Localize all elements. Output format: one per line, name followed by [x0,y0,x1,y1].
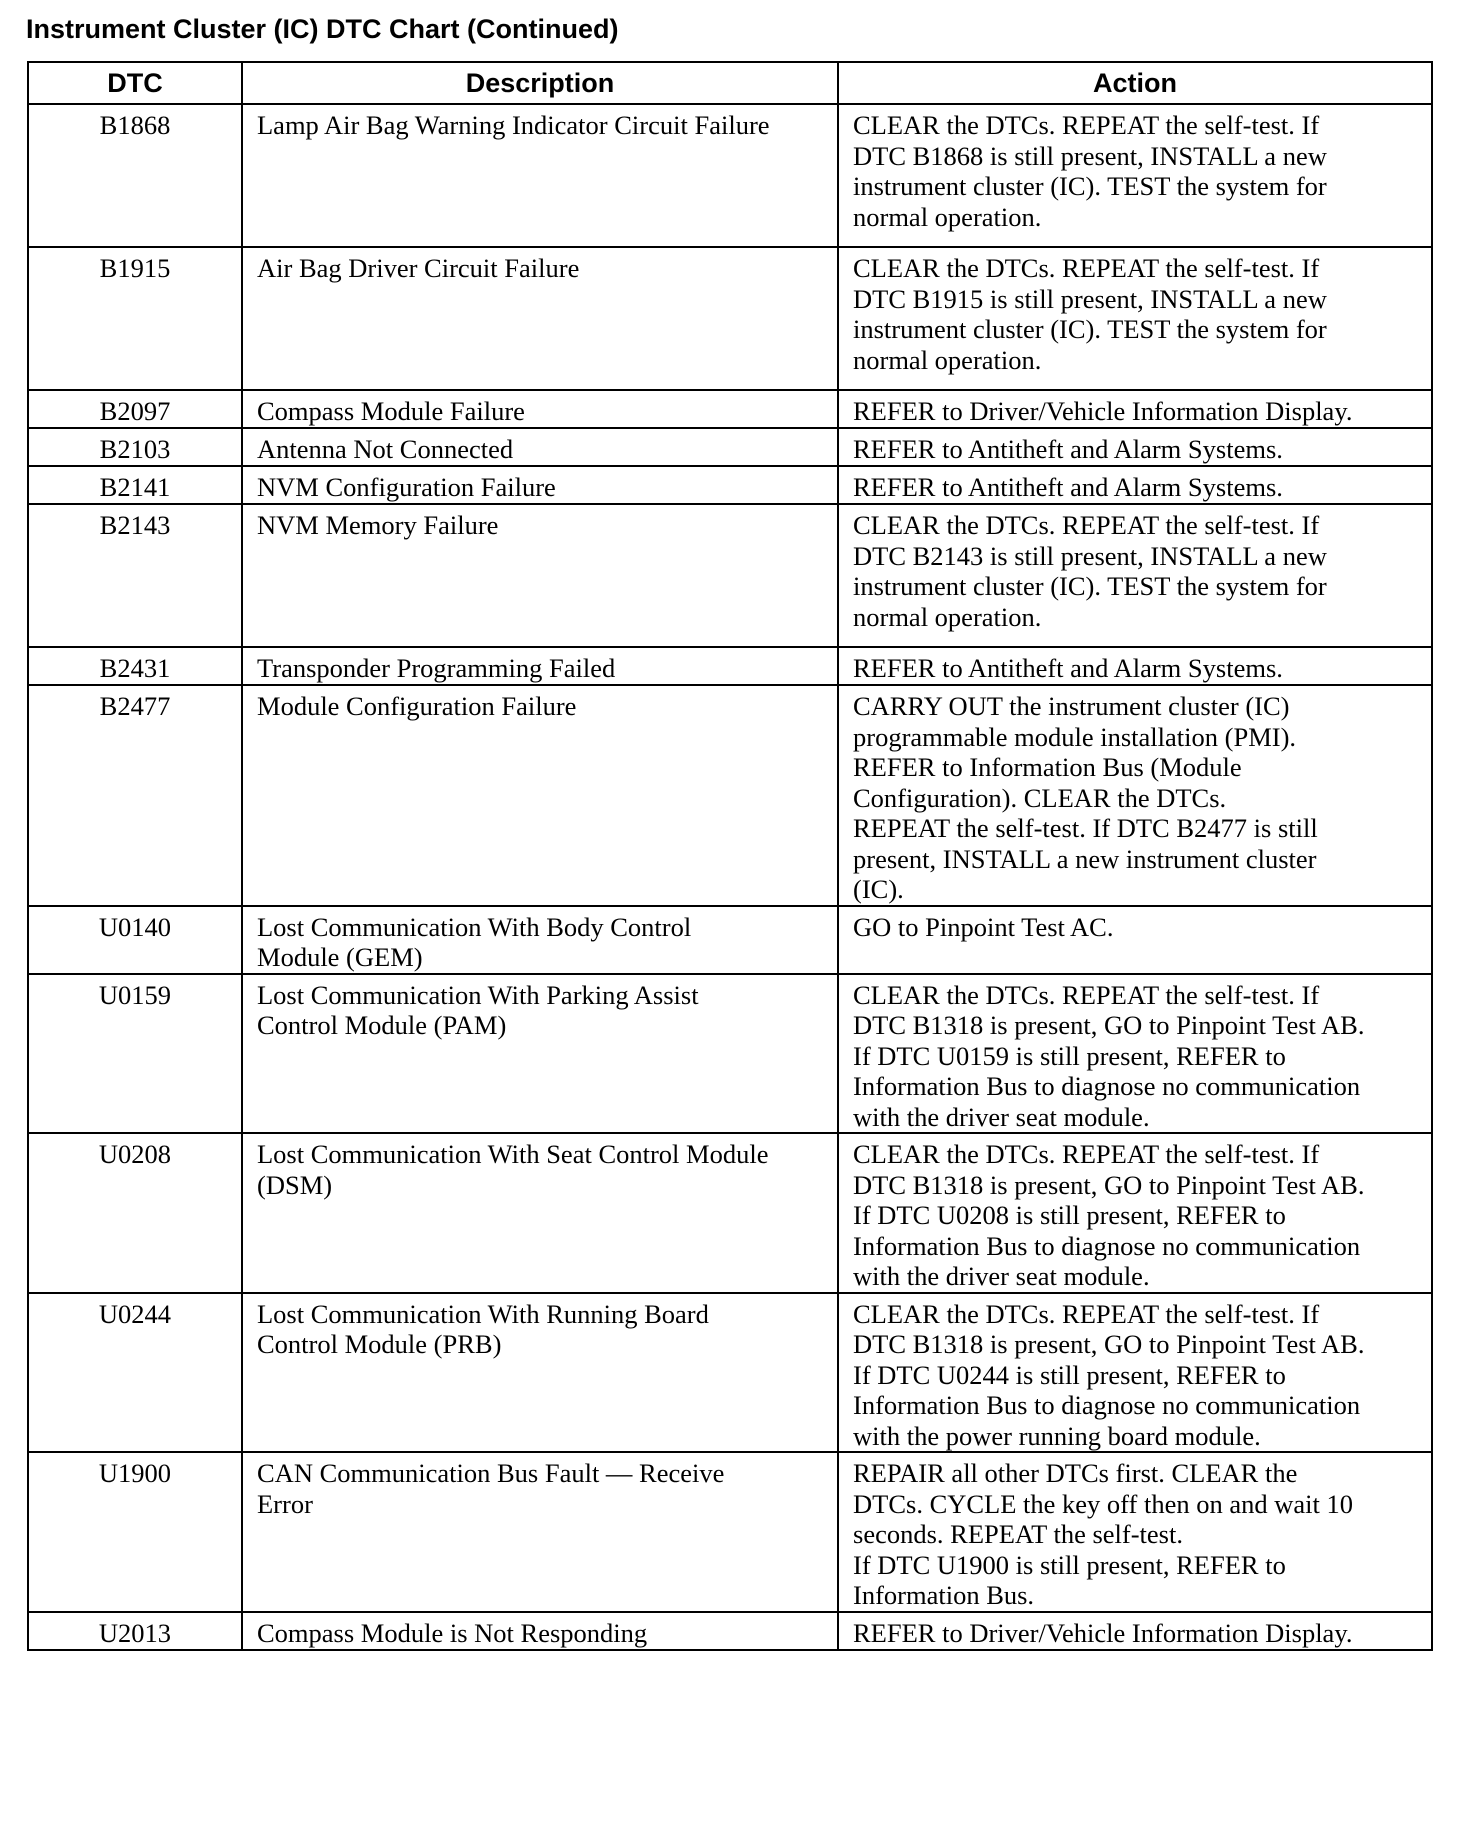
action-line: DTC B1915 is still present, INSTALL a new [853,283,1327,314]
dtc-code: B1915 [28,247,242,390]
table-row [28,466,1432,504]
action-line: DTC B1318 is present, GO to Pinpoint Test AB. [853,1169,1365,1200]
dtc-description [242,974,838,1134]
dtc-action [838,390,1432,428]
description-line: Lamp Air Bag Warning Indicator Circuit Failure [257,110,770,140]
action-line: present, INSTALL a new instrument cluster [853,843,1317,874]
action-line: REFER to Driver/Vehicle Information Display. [853,396,1353,426]
action-line: REPEAT the self-test. If DTC B2477 is still [853,813,1318,843]
action-line: DTC B2143 is still present, INSTALL a new [853,540,1327,571]
action-line: REFER to Antitheft and Alarm Systems. [853,434,1283,464]
action-line: Information Bus. [853,1580,1035,1610]
action-line: CLEAR the DTCs. REPEAT the self-test. If [853,1139,1320,1169]
dtc-code: B2431 [28,647,242,685]
dtc-action [838,1452,1432,1612]
dtc-table [27,61,1433,1651]
action-line: REFER to Driver/Vehicle Information Display. [853,1617,1353,1648]
dtc-action [838,428,1432,466]
action-line: CLEAR the DTCs. REPEAT the self-test. If [853,253,1320,283]
dtc-code: U2013 [28,1612,242,1650]
table-row [28,1293,1432,1453]
description-line: Transponder Programming Failed [257,653,616,683]
column-header-description: Description [242,62,838,104]
table-row [28,974,1432,1134]
action-line: DTC B1318 is present, GO to Pinpoint Test AB. [853,1329,1365,1359]
dtc-description [242,685,838,906]
dtc-code: U1900 [28,1452,242,1612]
column-header-action: Action [838,62,1432,104]
table-row [28,1133,1432,1293]
description-line: Lost Communication With Parking Assist [257,979,699,1010]
action-line: REFER to Antitheft and Alarm Systems. [853,653,1283,683]
dtc-code: U0208 [28,1133,242,1293]
action-line: CLEAR the DTCs. REPEAT the self-test. If [853,110,1320,140]
table-row [28,428,1432,466]
description-line: Control Module (PRB) [257,1329,502,1359]
dtc-code: U0140 [28,906,242,974]
dtc-description [242,1133,838,1293]
action-line: (IC). [853,874,904,904]
action-line: instrument cluster (IC). TEST the system for [853,171,1327,201]
dtc-action [838,647,1432,685]
description-line: NVM Configuration Failure [257,472,556,502]
dtc-description [242,428,838,466]
action-line: with the driver seat module. [853,1261,1150,1291]
dtc-action [838,1612,1432,1650]
dtc-code: B1868 [28,104,242,247]
table-row [28,906,1432,974]
dtc-action [838,1293,1432,1453]
description-line: Antenna Not Connected [257,434,514,464]
description-line: Lost Communication With Running Board [257,1298,709,1329]
action-line: seconds. REPEAT the self-test. [853,1519,1183,1549]
action-line: GO to Pinpoint Test AC. [853,911,1114,942]
action-line: Configuration). CLEAR the DTCs. [853,782,1227,813]
dtc-description [242,906,838,974]
table-row [28,685,1432,906]
action-line: DTC B1318 is present, GO to Pinpoint Test AB. [853,1010,1365,1040]
action-line: REFER to Information Bus (Module [853,752,1242,782]
dtc-action [838,906,1432,974]
dtc-code: B2097 [28,390,242,428]
table-row [28,390,1432,428]
action-line: Information Bus to diagnose no communication [853,1071,1361,1101]
description-line: Lost Communication With Body Control [257,911,692,942]
dtc-code: U0159 [28,974,242,1134]
description-line: (DSM) [257,1169,333,1200]
dtc-description [242,390,838,428]
column-header-dtc: DTC [28,62,242,104]
action-line: REPAIR all other DTCs first. CLEAR the [853,1458,1298,1488]
description-line: Module (GEM) [257,942,423,972]
action-line: with the power running board module. [853,1420,1261,1451]
dtc-code: B2477 [28,685,242,906]
description-line: Compass Module is Not Responding [257,1617,648,1648]
description-line: CAN Communication Bus Fault — Receive [257,1458,725,1488]
action-line: If DTC U0208 is still present, REFER to [853,1200,1286,1230]
table-header-row [28,62,1432,104]
action-line: CLEAR the DTCs. REPEAT the self-test. If [853,979,1320,1010]
action-line: with the driver seat module. [853,1101,1150,1132]
action-line: Information Bus to diagnose no communication [853,1230,1361,1261]
dtc-description [242,1612,838,1650]
page-title: Instrument Cluster (IC) DTC Chart (Continued) [26,14,619,44]
description-line: Compass Module Failure [257,396,525,426]
table-row [28,1452,1432,1612]
description-line: Module Configuration Failure [257,691,577,721]
dtc-code: B2103 [28,428,242,466]
description-line: Lost Communication With Seat Control Module [257,1139,769,1169]
table-row [28,504,1432,647]
dtc-description [242,247,838,390]
action-line: If DTC U1900 is still present, REFER to [853,1549,1286,1580]
action-line: DTC B1868 is still present, INSTALL a new [853,140,1327,171]
dtc-description [242,504,838,647]
action-line: If DTC U0244 is still present, REFER to [853,1359,1286,1390]
table-row [28,647,1432,685]
description-line: Control Module (PAM) [257,1010,507,1040]
table-row [28,104,1432,247]
dtc-code: B2143 [28,504,242,647]
dtc-action [838,504,1432,647]
table-row [28,247,1432,390]
dtc-action [838,1133,1432,1293]
action-line: CARRY OUT the instrument cluster (IC) [853,691,1290,721]
action-line: programmable module installation (PMI). [853,721,1297,752]
action-line: CLEAR the DTCs. REPEAT the self-test. If [853,510,1320,540]
description-line: Air Bag Driver Circuit Failure [257,253,580,283]
dtc-description [242,104,838,247]
dtc-action [838,104,1432,247]
action-line: Information Bus to diagnose no communication [853,1390,1361,1420]
action-line: normal operation. [853,601,1042,632]
dtc-action [838,466,1432,504]
dtc-action [838,685,1432,906]
description-line: Error [257,1488,313,1519]
action-line: DTCs. CYCLE the key off then on and wait 10 [853,1488,1353,1519]
table-row [28,1612,1432,1650]
dtc-code: B2141 [28,466,242,504]
dtc-description [242,1452,838,1612]
dtc-description [242,1293,838,1453]
dtc-code: U0244 [28,1293,242,1453]
dtc-action [838,974,1432,1134]
action-line: instrument cluster (IC). TEST the system for [853,314,1327,344]
description-line: NVM Memory Failure [257,510,499,540]
action-line: normal operation. [853,201,1042,232]
action-line: REFER to Antitheft and Alarm Systems. [853,472,1283,502]
action-line: normal operation. [853,344,1042,375]
action-line: If DTC U0159 is still present, REFER to [853,1040,1286,1071]
dtc-description [242,466,838,504]
action-line: instrument cluster (IC). TEST the system for [853,571,1327,601]
dtc-action [838,247,1432,390]
table-body [28,104,1432,1650]
dtc-description [242,647,838,685]
action-line: CLEAR the DTCs. REPEAT the self-test. If [853,1298,1320,1329]
